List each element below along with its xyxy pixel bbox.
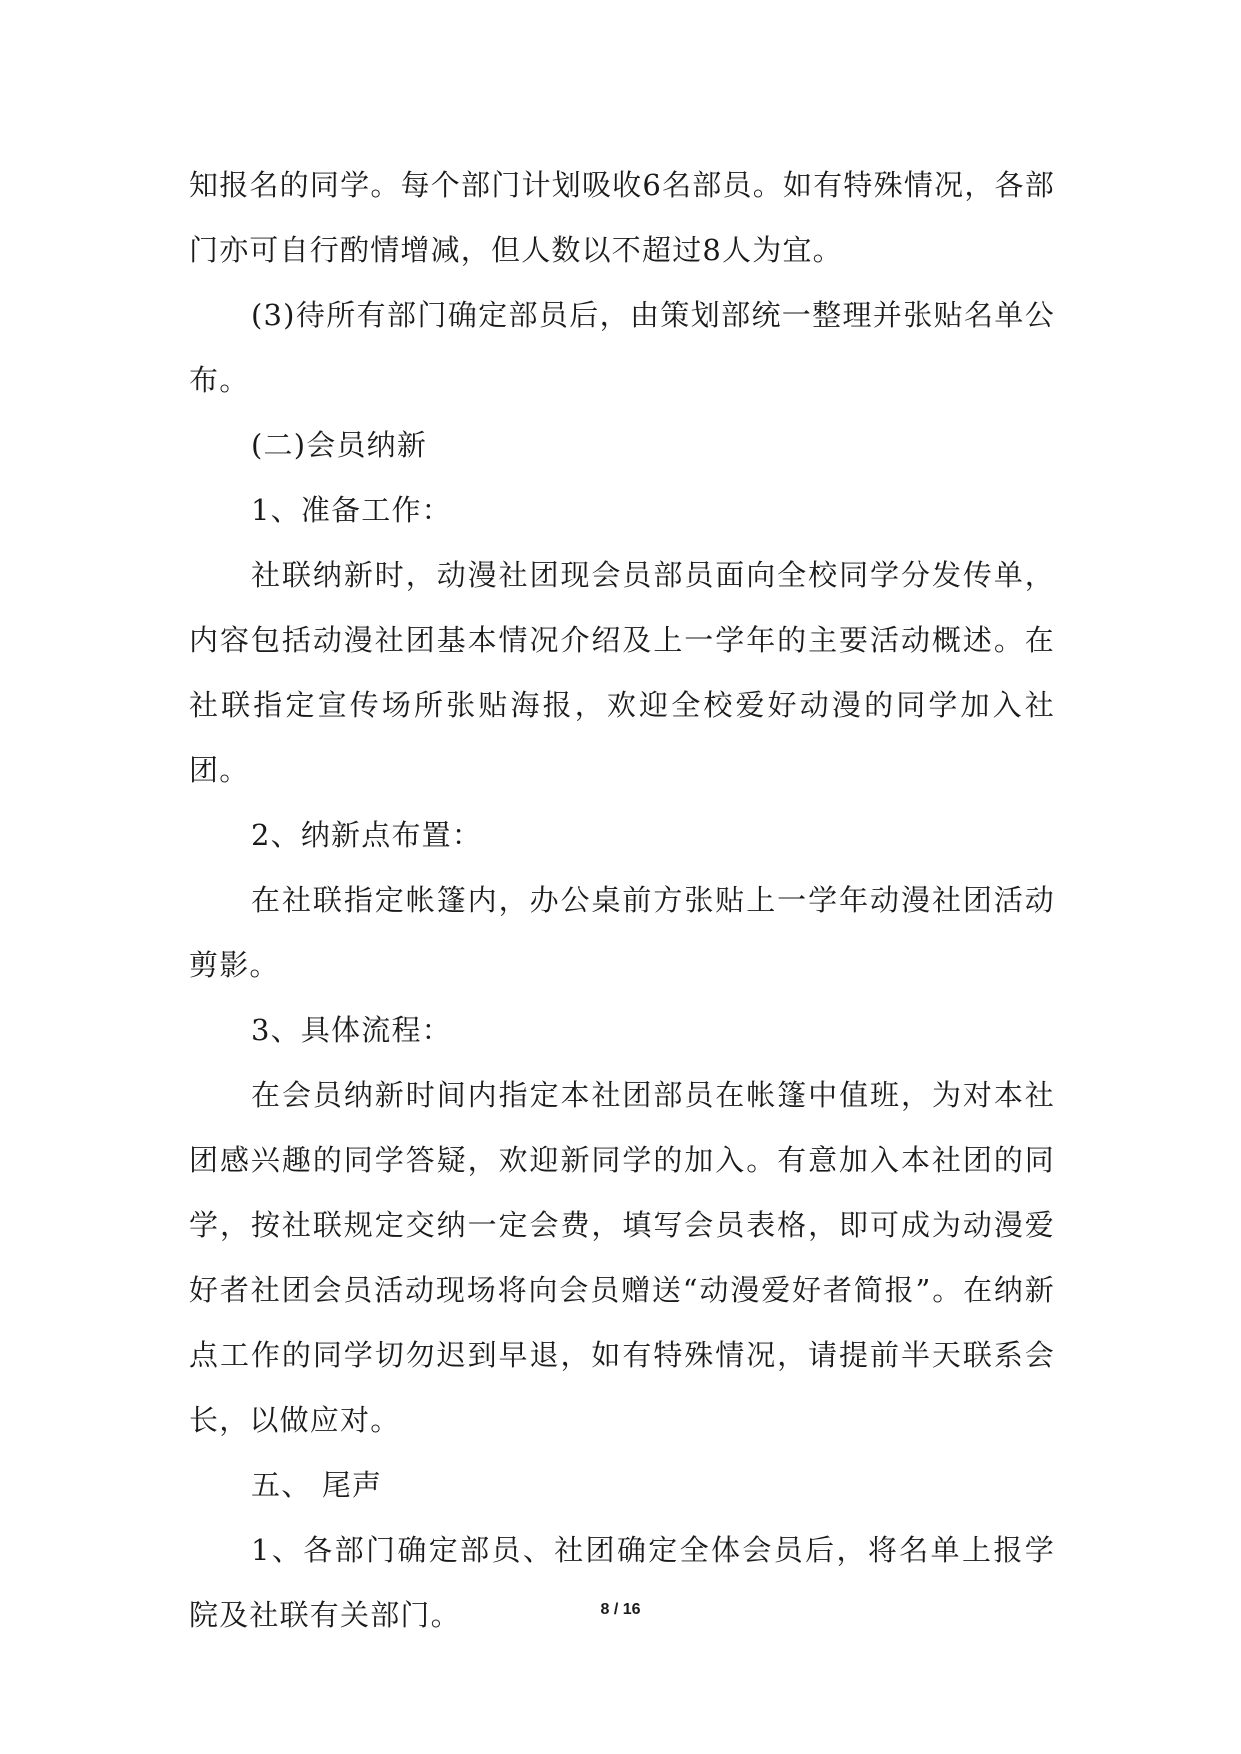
section-heading-epilogue: 五、 尾声 [251,1468,383,1502]
subheading-procedure: 3、具体流程： [251,1013,452,1047]
paragraph-2: (3)待所有部门确定部员后，由策划部统一整理并张贴名单公布。 [189,298,1055,397]
subheading-preparation: 1、准备工作： [251,493,452,527]
paragraph-booth-setup: 在社联指定帐篷内，办公桌前方张贴上一学年动漫社团活动剪影。 [189,883,1055,982]
paragraph-procedure: 在会员纳新时间内指定本社团部员在帐篷中值班，为对本社团感兴趣的同学答疑，欢迎新同学的加入。有意加入本社团的同学，按社联规定交纳一定会费，填写会员表格，即可成为动漫爱好者社团会员活动现场将向会员赠送“动漫爱好者简报”。在纳新点工作的同学切勿迟到早退，如有特殊情况，请提前半天联系会长，以做应对。 [189,1078,1055,1437]
page-number: 8 / 16 [600,1601,641,1618]
subheading-booth-setup: 2、纳新点布置： [251,818,483,852]
paragraph-epilogue-1: 1、各部门确定部员、社团确定全体会员后，将名单上报学院及社联有关部门。 [189,1533,1055,1632]
paragraph-1: 知报名的同学。每个部门计划吸收6名部员。如有特殊情况，各部门亦可自行酌情增减，但人数以不超过8人为宜。 [189,168,1055,267]
document-body [189,153,1055,1648]
paragraph-preparation: 社联纳新时，动漫社团现会员部员面向全校同学分发传单，内容包括动漫社团基本情况介绍及上一学年的主要活动概述。在社联指定宣传场所张贴海报，欢迎全校爱好动漫的同学加入社团。 [189,558,1055,787]
section-heading-member-recruitment: (二)会员纳新 [251,428,428,462]
